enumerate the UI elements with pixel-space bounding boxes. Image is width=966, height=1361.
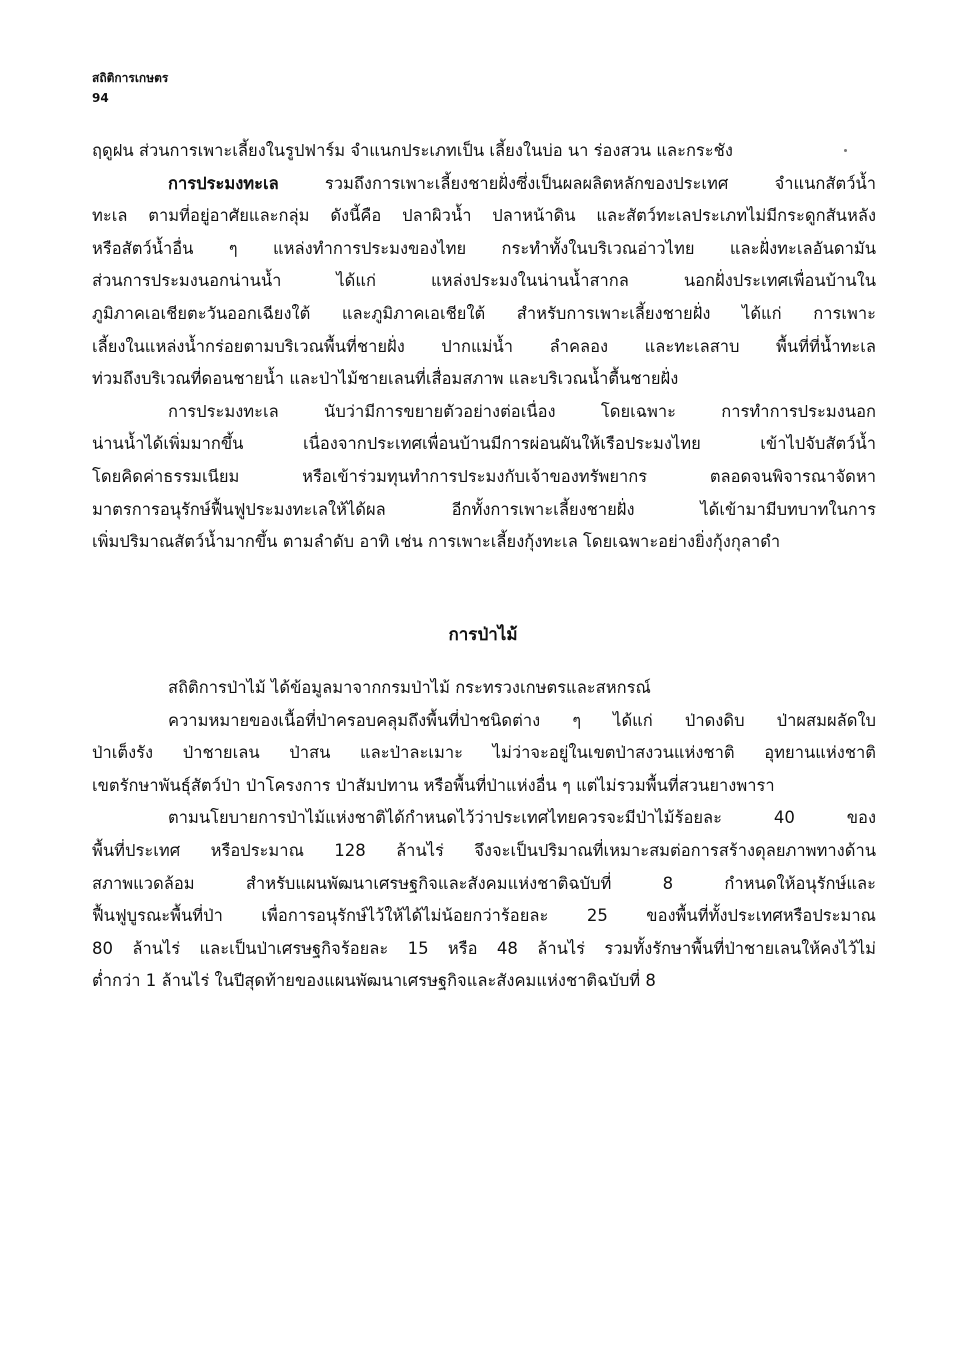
text-line: ฤดูฝน ส่วนการเพาะเลี้ยงในรูปฟาร์ม จำแนกประเภทเป็น เลี้ยงในบ่อ นา ร่องสวน และกระชัง <box>92 141 733 160</box>
text-line: ป่าเต็งรัง ป่าชายเลน ป่าสน และป่าละเมาะ ไม่ว่าจะอยู่ในเขตป่าสงวนแห่งชาติ อุทยานแห่งชาติ <box>92 743 876 763</box>
text-line: ความหมายของเนื้อที่ป่าครอบคลุมถึงพื้นที่ป่าชนิดต่าง ๆ ได้แก่ ป่าดงดิบ ป่าผสมผลัดใบ <box>168 710 876 730</box>
text-run: รวมถึงการเพาะเลี้ยงชายฝั่งซึ่งเป็นผลผลิตหลักของประเทศ จำแนกสัตว์น้ำ <box>324 173 876 193</box>
text-line: สถิติการป่าไม้ ได้ข้อมูลมาจากกรมป่าไม้ กระทรวงเกษตรและสหกรณ์ <box>168 678 651 697</box>
bold-term: การประมงทะเล <box>168 173 279 193</box>
text-line: หรือสัตว์น้ำอื่น ๆ แหล่งทำการประมงของไทย กระทำทั้งในบริเวณอ่าวไทย และฝั่งทะเลอันดามัน <box>92 238 876 258</box>
text-line: ตามนโยบายการป่าไม้แห่งชาติได้กำหนดไว้ว่าประเทศไทยควรจะมีป่าไม้ร้อยละ 40 ของ <box>168 808 876 828</box>
publication-title: สถิติการเกษตร <box>92 71 169 85</box>
text-line: สภาพแวดล้อม สำหรับแผนพัฒนาเศรษฐกิจและสังคมแห่งชาติฉบับที่ 8 กำหนดให้อนุรักษ์และ <box>92 873 876 893</box>
text-line: มาตรการอนุรักษ์ฟื้นฟูประมงทะเลให้ได้ผล อีกทั้งการเพาะเลี้ยงชายฝั่ง ได้เข้ามามีบทบาทในการ <box>92 499 876 519</box>
fisheries-text-block <box>92 135 876 559</box>
text-line: การประมงทะเล นับว่ามีการขยายตัวอย่างต่อเนื่อง โดยเฉพาะ การทำการประมงนอก <box>168 401 876 421</box>
text-line: พื้นที่ประเทศ หรือประมาณ 128 ล้านไร่ จึงจะเป็นปริมาณที่เหมาะสมต่อการสร้างดุลยภาพทางด้าน <box>92 840 876 860</box>
text-line: เพิ่มปริมาณสัตว์น้ำมากขึ้น ตามลำดับ อาทิ เช่น การเพาะเลี้ยงกุ้งทะเล โดยเฉพาะอย่างยิ่งกุ้งกุลาดำ <box>92 532 781 552</box>
text-line: ทะเล ตามที่อยู่อาศัยและกลุ่ม ดังนี้คือ ปลาผิวน้ำ ปลาหน้าดิน และสัตว์ทะเลประเภทไม่มีกระดูกสันหลัง <box>92 206 876 226</box>
text-line: 80 ล้านไร่ และเป็นป่าเศรษฐกิจร้อยละ 15 หรือ 48 ล้านไร่ รวมทั้งรักษาพื้นที่ป่าชายเลนให้คงไว้ไม่ <box>92 938 876 958</box>
text-line: โดยคิดค่าธรรมเนียม หรือเข้าร่วมทุนทำการประมงกับเจ้าของทรัพยากร ตลอดจนพิจารณาจัดหา <box>92 466 876 486</box>
text-line: ต่ำกว่า 1 ล้านไร่ ในปีสุดท้ายของแผนพัฒนาเศรษฐกิจและสังคมแห่งชาติฉบับที่ 8 <box>92 971 656 991</box>
running-header <box>92 68 168 108</box>
text-line: น่านน้ำได้เพิ่มมากขึ้น เนื่องจากประเทศเพื่อนบ้านมีการผ่อนผันให้เรือประมงไทย เข้าไปจับสัตว์น้ำ <box>92 434 876 454</box>
text-line: เลี้ยงในแหล่งน้ำกร่อยตามบริเวณพื้นที่ชายฝั่ง ปากแม่น้ำ ลำคลอง และทะเลสาบ พื้นที่ที่น้ำทะเล <box>92 336 876 356</box>
page-number: 94 <box>92 91 109 105</box>
section-heading: การป่าไม้ <box>448 625 518 645</box>
text-line: เขตรักษาพันธุ์สัตว์ป่า ป่าโครงการ ป่าสัมปทาน หรือพื้นที่ป่าแห่งอื่น ๆ แต่ไม่รวมพื้นที่สวนยางพารา <box>92 775 775 795</box>
text-line: ภูมิภาคเอเชียตะวันออกเฉียงใต้ และภูมิภาคเอเชียใต้ สำหรับการเพาะเลี้ยงชายฝั่ง ได้แก่ การเพาะ <box>92 303 876 323</box>
text-line: ส่วนการประมงนอกน่านน้ำ ได้แก่ แหล่งประมงในน่านน้ำสากล นอกฝั่งประเทศเพื่อนบ้านใน <box>92 271 876 291</box>
text-line: ฟื้นฟูบูรณะพื้นที่ป่า เพื่อการอนุรักษ์ไว้ให้ได้ไม่น้อยกว่าร้อยละ 25 ของพื้นที่ทั้งประเทศหรือประมาณ <box>92 906 876 926</box>
text-line <box>92 168 876 201</box>
text-line: ท่วมถึงบริเวณที่ดอนชายน้ำ และป่าไม้ชายเลนที่เสื่อมสภาพ และบริเวณน้ำตื้นชายฝั่ง <box>92 369 679 389</box>
forestry-text-block <box>92 672 876 998</box>
